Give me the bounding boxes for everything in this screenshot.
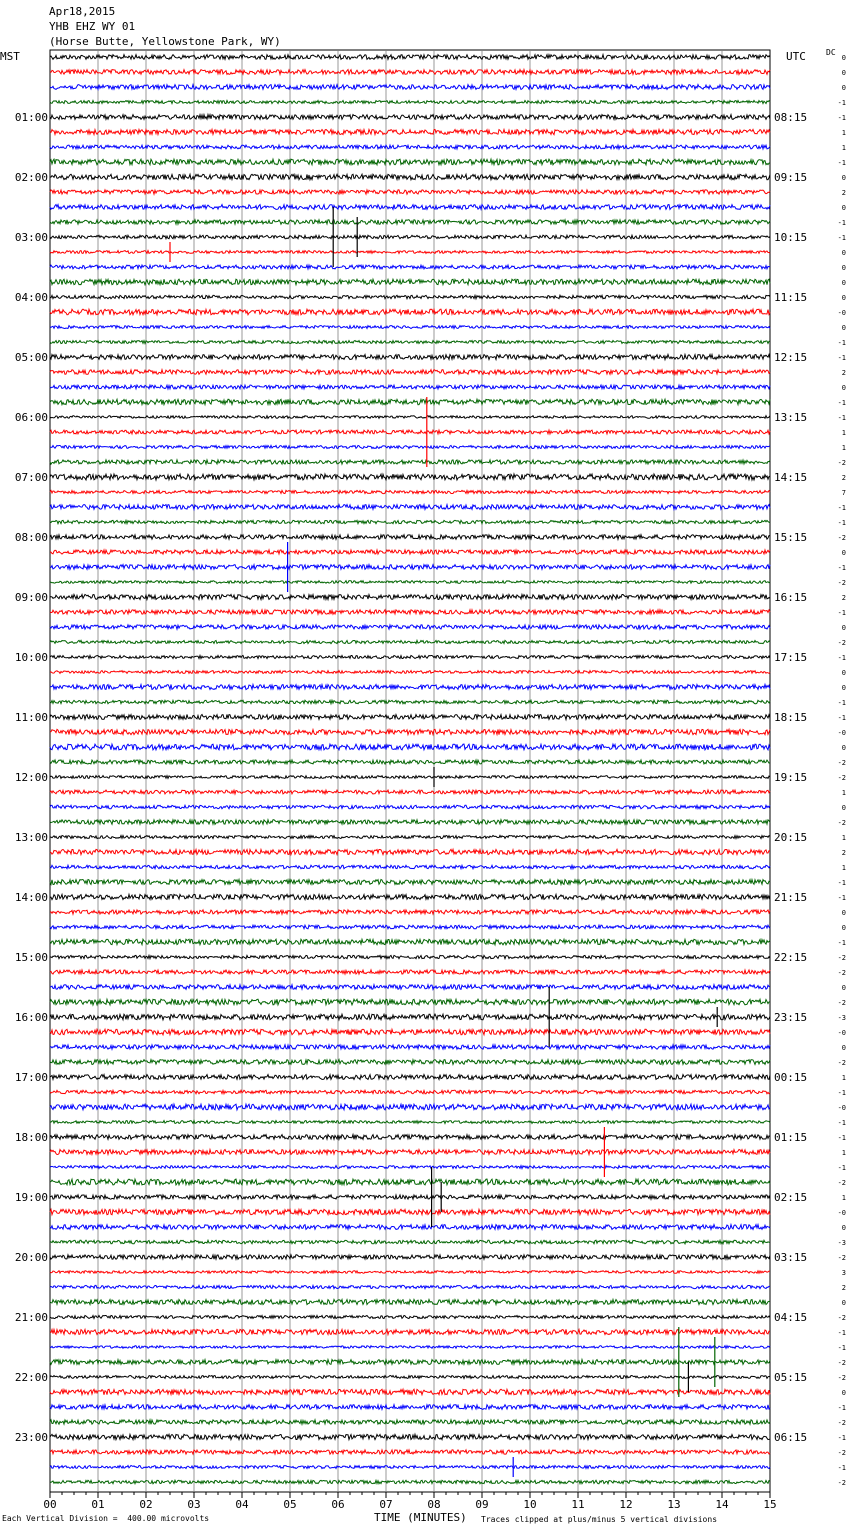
seismic-trace — [50, 1405, 770, 1410]
seismic-trace — [50, 385, 770, 389]
right-hour-label: 16:15 — [774, 591, 808, 604]
x-tick-label: 06 — [331, 1498, 345, 1511]
dc-offset-label: -1 — [837, 519, 846, 527]
x-tick-label: 08 — [427, 1498, 441, 1511]
dc-offset-label: -3 — [837, 1014, 846, 1022]
dc-offset-label: -2 — [837, 819, 846, 827]
dc-offset-label: -2 — [837, 579, 846, 587]
dc-offset-label: 7 — [841, 489, 846, 497]
dc-offset-label: -1 — [837, 564, 846, 572]
dc-offset-label: 0 — [841, 84, 846, 92]
seismic-trace — [50, 145, 770, 149]
right-hour-label: 20:15 — [774, 831, 808, 844]
seismic-trace — [50, 565, 770, 570]
dc-offset-label: 0 — [841, 744, 846, 752]
right-hour-label: 23:15 — [774, 1011, 808, 1024]
dc-offset-label: -1 — [837, 714, 846, 722]
dc-offset-label: 2 — [841, 849, 846, 857]
seismic-trace — [50, 1450, 770, 1454]
seismic-trace — [50, 776, 770, 779]
seismic-trace — [50, 625, 770, 629]
seismic-trace — [50, 999, 770, 1005]
x-axis-title: TIME (MINUTES) — [374, 1511, 467, 1524]
seismic-trace — [50, 326, 770, 329]
right-hour-label: 14:15 — [774, 471, 808, 484]
dc-offset-label: -2 — [837, 1059, 846, 1067]
seismic-trace — [50, 85, 770, 90]
dc-offset-label: 0 — [841, 69, 846, 77]
dc-offset-label: -1 — [837, 879, 846, 887]
x-tick-label: 14 — [715, 1498, 729, 1511]
seismic-trace — [50, 1255, 770, 1259]
seismic-trace — [50, 1166, 770, 1169]
left-hour-label: 10:00 — [14, 651, 48, 664]
x-tick-label: 12 — [619, 1498, 633, 1511]
dc-offset-label: -2 — [837, 759, 846, 767]
seismic-trace — [50, 729, 770, 734]
dc-offset-label: -2 — [837, 999, 846, 1007]
left-hour-label: 01:00 — [14, 111, 48, 124]
seismic-trace — [50, 939, 770, 945]
left-hour-label: 05:00 — [14, 351, 48, 364]
seismic-trace — [50, 370, 770, 375]
dc-offset-label: -1 — [837, 1344, 846, 1352]
seismic-trace — [50, 640, 770, 643]
seismic-trace — [50, 535, 770, 539]
seismic-trace — [50, 1209, 770, 1214]
dc-offset-label: -1 — [837, 234, 846, 242]
right-hour-label: 03:15 — [774, 1251, 808, 1264]
x-tick-label: 13 — [667, 1498, 681, 1511]
seismic-trace — [50, 235, 770, 239]
dc-offset-label: 0 — [841, 279, 846, 287]
seismic-trace — [50, 416, 770, 419]
seismic-trace — [50, 700, 770, 703]
dc-offset-label: 2 — [841, 369, 846, 377]
dc-offset-label: 0 — [841, 549, 846, 557]
left-hour-label: 23:00 — [14, 1431, 48, 1444]
x-tick-label: 07 — [379, 1498, 393, 1511]
x-tick-label: 11 — [571, 1498, 585, 1511]
dc-offset-label: -1 — [837, 219, 846, 227]
right-hour-label: 22:15 — [774, 951, 808, 964]
seismic-trace — [50, 265, 770, 269]
seismic-trace — [50, 279, 770, 285]
seismic-trace — [50, 1045, 770, 1049]
dc-offset-label: -1 — [837, 1164, 846, 1172]
seismic-trace — [50, 1360, 770, 1365]
seismic-trace — [50, 970, 770, 974]
seismic-trace — [50, 685, 770, 690]
dc-offset-label: -1 — [837, 1134, 846, 1142]
dc-offset-label: 0 — [841, 249, 846, 257]
seismic-trace — [50, 581, 770, 584]
seismic-trace — [50, 671, 770, 674]
right-hour-label: 12:15 — [774, 351, 808, 364]
left-hour-label: 17:00 — [14, 1071, 48, 1084]
left-hour-label: 15:00 — [14, 951, 48, 964]
seismic-trace — [50, 1179, 770, 1185]
dc-offset-label: 1 — [841, 1194, 846, 1202]
left-hour-label: 11:00 — [14, 711, 48, 724]
dc-offset-label: 0 — [841, 924, 846, 932]
seismic-trace — [50, 129, 770, 134]
dc-offset-label: -0 — [837, 1104, 846, 1112]
right-hour-label: 06:15 — [774, 1431, 808, 1444]
dc-offset-label: -1 — [837, 1089, 846, 1097]
dc-offset-label: -0 — [837, 309, 846, 317]
right-hour-label: 17:15 — [774, 651, 808, 664]
x-tick-label: 00 — [43, 1498, 57, 1511]
x-tick-label: 10 — [523, 1498, 537, 1511]
seismic-trace — [50, 790, 770, 794]
dc-offset-label: -2 — [837, 534, 846, 542]
dc-offset-label: -2 — [837, 1479, 846, 1487]
dc-offset-label: -1 — [837, 159, 846, 167]
seismic-trace — [50, 1316, 770, 1319]
right-hour-label: 15:15 — [774, 531, 808, 544]
dc-offset-label: 2 — [841, 1284, 846, 1292]
seismic-trace — [50, 1090, 770, 1093]
dc-offset-label: 0 — [841, 294, 846, 302]
seismic-trace — [50, 1346, 770, 1349]
dc-offset-label: 0 — [841, 174, 846, 182]
dc-offset-label: 0 — [841, 1224, 846, 1232]
left-hour-label: 06:00 — [14, 411, 48, 424]
seismic-trace — [50, 1121, 770, 1124]
dc-offset-label: -2 — [837, 1179, 846, 1187]
seismic-trace — [50, 174, 770, 179]
left-hour-label: 21:00 — [14, 1311, 48, 1324]
dc-offset-label: 0 — [841, 384, 846, 392]
dc-offset-label: -1 — [837, 1434, 846, 1442]
seismic-trace — [50, 101, 770, 104]
seismic-trace — [50, 505, 770, 510]
dc-offset-label: -1 — [837, 99, 846, 107]
seismic-trace — [50, 955, 770, 958]
dc-offset-label: 0 — [841, 669, 846, 677]
station-label: YHB EHZ WY 01 — [49, 20, 136, 33]
dc-offset-label: 2 — [841, 189, 846, 197]
dc-offset-label: -2 — [837, 954, 846, 962]
left-hour-label: 20:00 — [14, 1251, 48, 1264]
dc-offset-label: 0 — [841, 324, 846, 332]
seismic-trace — [50, 1104, 770, 1110]
x-tick-label: 04 — [235, 1498, 249, 1511]
seismic-trace — [50, 490, 770, 493]
dc-offset-label: -1 — [837, 1464, 846, 1472]
seismic-trace — [50, 1240, 770, 1244]
seismic-trace — [50, 341, 770, 344]
right-hour-label: 18:15 — [774, 711, 808, 724]
seismic-trace — [50, 656, 770, 659]
dc-offset-label: -2 — [837, 969, 846, 977]
seismic-trace — [50, 474, 770, 480]
dc-offset-label: -1 — [837, 114, 846, 122]
clip-note: Traces clipped at plus/minus 5 vertical divisions — [481, 1515, 718, 1524]
dc-offset-label: 0 — [841, 624, 846, 632]
dc-offset-label: 0 — [841, 684, 846, 692]
seismic-trace — [50, 220, 770, 224]
right-hour-label: 11:15 — [774, 291, 808, 304]
seismic-trace — [50, 880, 770, 885]
dc-offset-label: -1 — [837, 1119, 846, 1127]
dc-offset-label: 0 — [841, 1044, 846, 1052]
seismic-trace — [50, 820, 770, 825]
seismic-trace — [50, 1329, 770, 1334]
right-hour-label: 08:15 — [774, 111, 808, 124]
left-hour-label: 14:00 — [14, 891, 48, 904]
dc-offset-label: 0 — [841, 1389, 846, 1397]
dc-offset-label: 1 — [841, 144, 846, 152]
dc-offset-label: 1 — [841, 789, 846, 797]
scale-note: Each Vertical Division = 400.00 microvolts — [2, 1514, 210, 1523]
seismic-trace — [50, 460, 770, 464]
dc-offset-label: 0 — [841, 804, 846, 812]
seismic-trace — [50, 760, 770, 764]
seismic-trace — [50, 430, 770, 434]
dc-offset-label: 1 — [841, 1149, 846, 1157]
dc-offset-label: -0 — [837, 729, 846, 737]
seismic-trace — [50, 520, 770, 523]
x-tick-label: 02 — [139, 1498, 153, 1511]
x-tick-label: 15 — [763, 1498, 777, 1511]
left-hour-label: 12:00 — [14, 771, 48, 784]
seismic-trace — [50, 446, 770, 449]
dc-offset-label: 0 — [841, 1299, 846, 1307]
right-hour-label: 02:15 — [774, 1191, 808, 1204]
dc-label: DC — [826, 48, 836, 57]
dc-offset-label: 0 — [841, 984, 846, 992]
seismic-trace — [50, 610, 770, 614]
seismic-trace — [50, 1225, 770, 1230]
seismic-trace — [50, 70, 770, 75]
dc-offset-label: 1 — [841, 129, 846, 137]
seismic-trace — [50, 1135, 770, 1140]
seismic-trace — [50, 1060, 770, 1065]
dc-offset-label: -1 — [837, 699, 846, 707]
left-hour-label: 07:00 — [14, 471, 48, 484]
dc-offset-label: -1 — [837, 414, 846, 422]
seismic-trace — [50, 1480, 770, 1483]
dc-offset-label: 1 — [841, 444, 846, 452]
seismic-trace — [50, 715, 770, 720]
dc-offset-label: -2 — [837, 774, 846, 782]
location-label: (Horse Butte, Yellowstone Park, WY) — [49, 35, 281, 48]
left-hour-label: 22:00 — [14, 1371, 48, 1384]
right-hour-label: 05:15 — [774, 1371, 808, 1384]
left-hour-label: 02:00 — [14, 171, 48, 184]
seismic-trace — [50, 1420, 770, 1424]
right-hour-label: 09:15 — [774, 171, 808, 184]
seismic-trace — [50, 1434, 770, 1439]
seismic-trace — [50, 55, 770, 60]
seismic-trace — [50, 1300, 770, 1305]
seismic-trace — [50, 1285, 770, 1288]
dc-offset-label: -2 — [837, 639, 846, 647]
seismic-trace — [50, 1195, 770, 1199]
right-hour-label: 19:15 — [774, 771, 808, 784]
seismic-trace — [50, 985, 770, 990]
left-hour-label: 13:00 — [14, 831, 48, 844]
dc-offset-label: 2 — [841, 474, 846, 482]
left-hour-label: 18:00 — [14, 1131, 48, 1144]
dc-offset-label: 0 — [841, 54, 846, 62]
dc-offset-label: 3 — [841, 1269, 846, 1277]
dc-offset-label: -2 — [837, 1449, 846, 1457]
dc-offset-label: -0 — [837, 1209, 846, 1217]
seismic-trace — [50, 1150, 770, 1155]
seismic-trace — [50, 595, 770, 600]
dc-offset-label: -2 — [837, 1254, 846, 1262]
dc-offset-label: -2 — [837, 1374, 846, 1382]
dc-offset-label: -2 — [837, 1359, 846, 1367]
dc-offset-label: -2 — [837, 459, 846, 467]
seismic-trace — [50, 1075, 770, 1080]
date-label: Apr18,2015 — [49, 5, 116, 18]
seismic-trace — [50, 399, 770, 404]
left-hour-label: 08:00 — [14, 531, 48, 544]
seismic-trace — [50, 1029, 770, 1035]
dc-offset-label: -1 — [837, 1404, 846, 1412]
seismic-trace — [50, 309, 770, 315]
dc-offset-label: -2 — [837, 1419, 846, 1427]
left-hour-label: 19:00 — [14, 1191, 48, 1204]
right-hour-label: 04:15 — [774, 1311, 808, 1324]
seismic-trace — [50, 835, 770, 838]
dc-offset-label: 0 — [841, 204, 846, 212]
seismic-trace — [50, 865, 770, 868]
seismic-trace — [50, 115, 770, 120]
seismic-trace — [50, 205, 770, 210]
dc-offset-label: -1 — [837, 339, 846, 347]
seismic-trace — [50, 925, 770, 929]
dc-offset-label: -1 — [837, 609, 846, 617]
seismic-trace — [50, 550, 770, 554]
x-tick-label: 09 — [475, 1498, 489, 1511]
right-zone-label: UTC — [786, 50, 806, 63]
seismic-trace — [50, 910, 770, 914]
x-tick-label: 03 — [187, 1498, 201, 1511]
dc-offset-label: 0 — [841, 264, 846, 272]
dc-offset-label: 0 — [841, 909, 846, 917]
dc-offset-label: -2 — [837, 1314, 846, 1322]
seismic-trace — [50, 1376, 770, 1379]
dc-offset-label: 1 — [841, 834, 846, 842]
seismic-trace — [50, 744, 770, 750]
right-hour-label: 10:15 — [774, 231, 808, 244]
seismic-trace — [50, 295, 770, 298]
seismic-trace — [50, 849, 770, 854]
x-tick-label: 05 — [283, 1498, 297, 1511]
right-hour-label: 13:15 — [774, 411, 808, 424]
seismic-trace — [50, 894, 770, 899]
dc-offset-label: -1 — [837, 939, 846, 947]
seismic-trace — [50, 1389, 770, 1394]
dc-offset-label: 1 — [841, 1074, 846, 1082]
left-hour-label: 03:00 — [14, 231, 48, 244]
seismic-trace — [50, 159, 770, 165]
dc-offset-label: 1 — [841, 429, 846, 437]
dc-offset-label: 1 — [841, 864, 846, 872]
seismic-trace — [50, 1466, 770, 1469]
dc-offset-label: -0 — [837, 1029, 846, 1037]
left-zone-label: MST — [0, 50, 20, 63]
right-hour-label: 01:15 — [774, 1131, 808, 1144]
right-hour-label: 21:15 — [774, 891, 808, 904]
dc-offset-label: -1 — [837, 894, 846, 902]
left-hour-label: 04:00 — [14, 291, 48, 304]
x-tick-label: 01 — [91, 1498, 105, 1511]
dc-offset-label: -1 — [837, 654, 846, 662]
dc-offset-label: -1 — [837, 504, 846, 512]
seismic-trace — [50, 1014, 770, 1020]
seismic-trace — [50, 355, 770, 360]
dc-offset-label: 2 — [841, 594, 846, 602]
left-hour-label: 09:00 — [14, 591, 48, 604]
seismic-trace — [50, 251, 770, 254]
seismic-trace — [50, 805, 770, 809]
dc-offset-label: -1 — [837, 354, 846, 362]
dc-offset-label: -3 — [837, 1239, 846, 1247]
seismic-trace — [50, 190, 770, 194]
right-hour-label: 00:15 — [774, 1071, 808, 1084]
dc-offset-label: -1 — [837, 399, 846, 407]
left-hour-label: 16:00 — [14, 1011, 48, 1024]
seismic-trace — [50, 1271, 770, 1274]
dc-offset-label: -1 — [837, 1329, 846, 1337]
